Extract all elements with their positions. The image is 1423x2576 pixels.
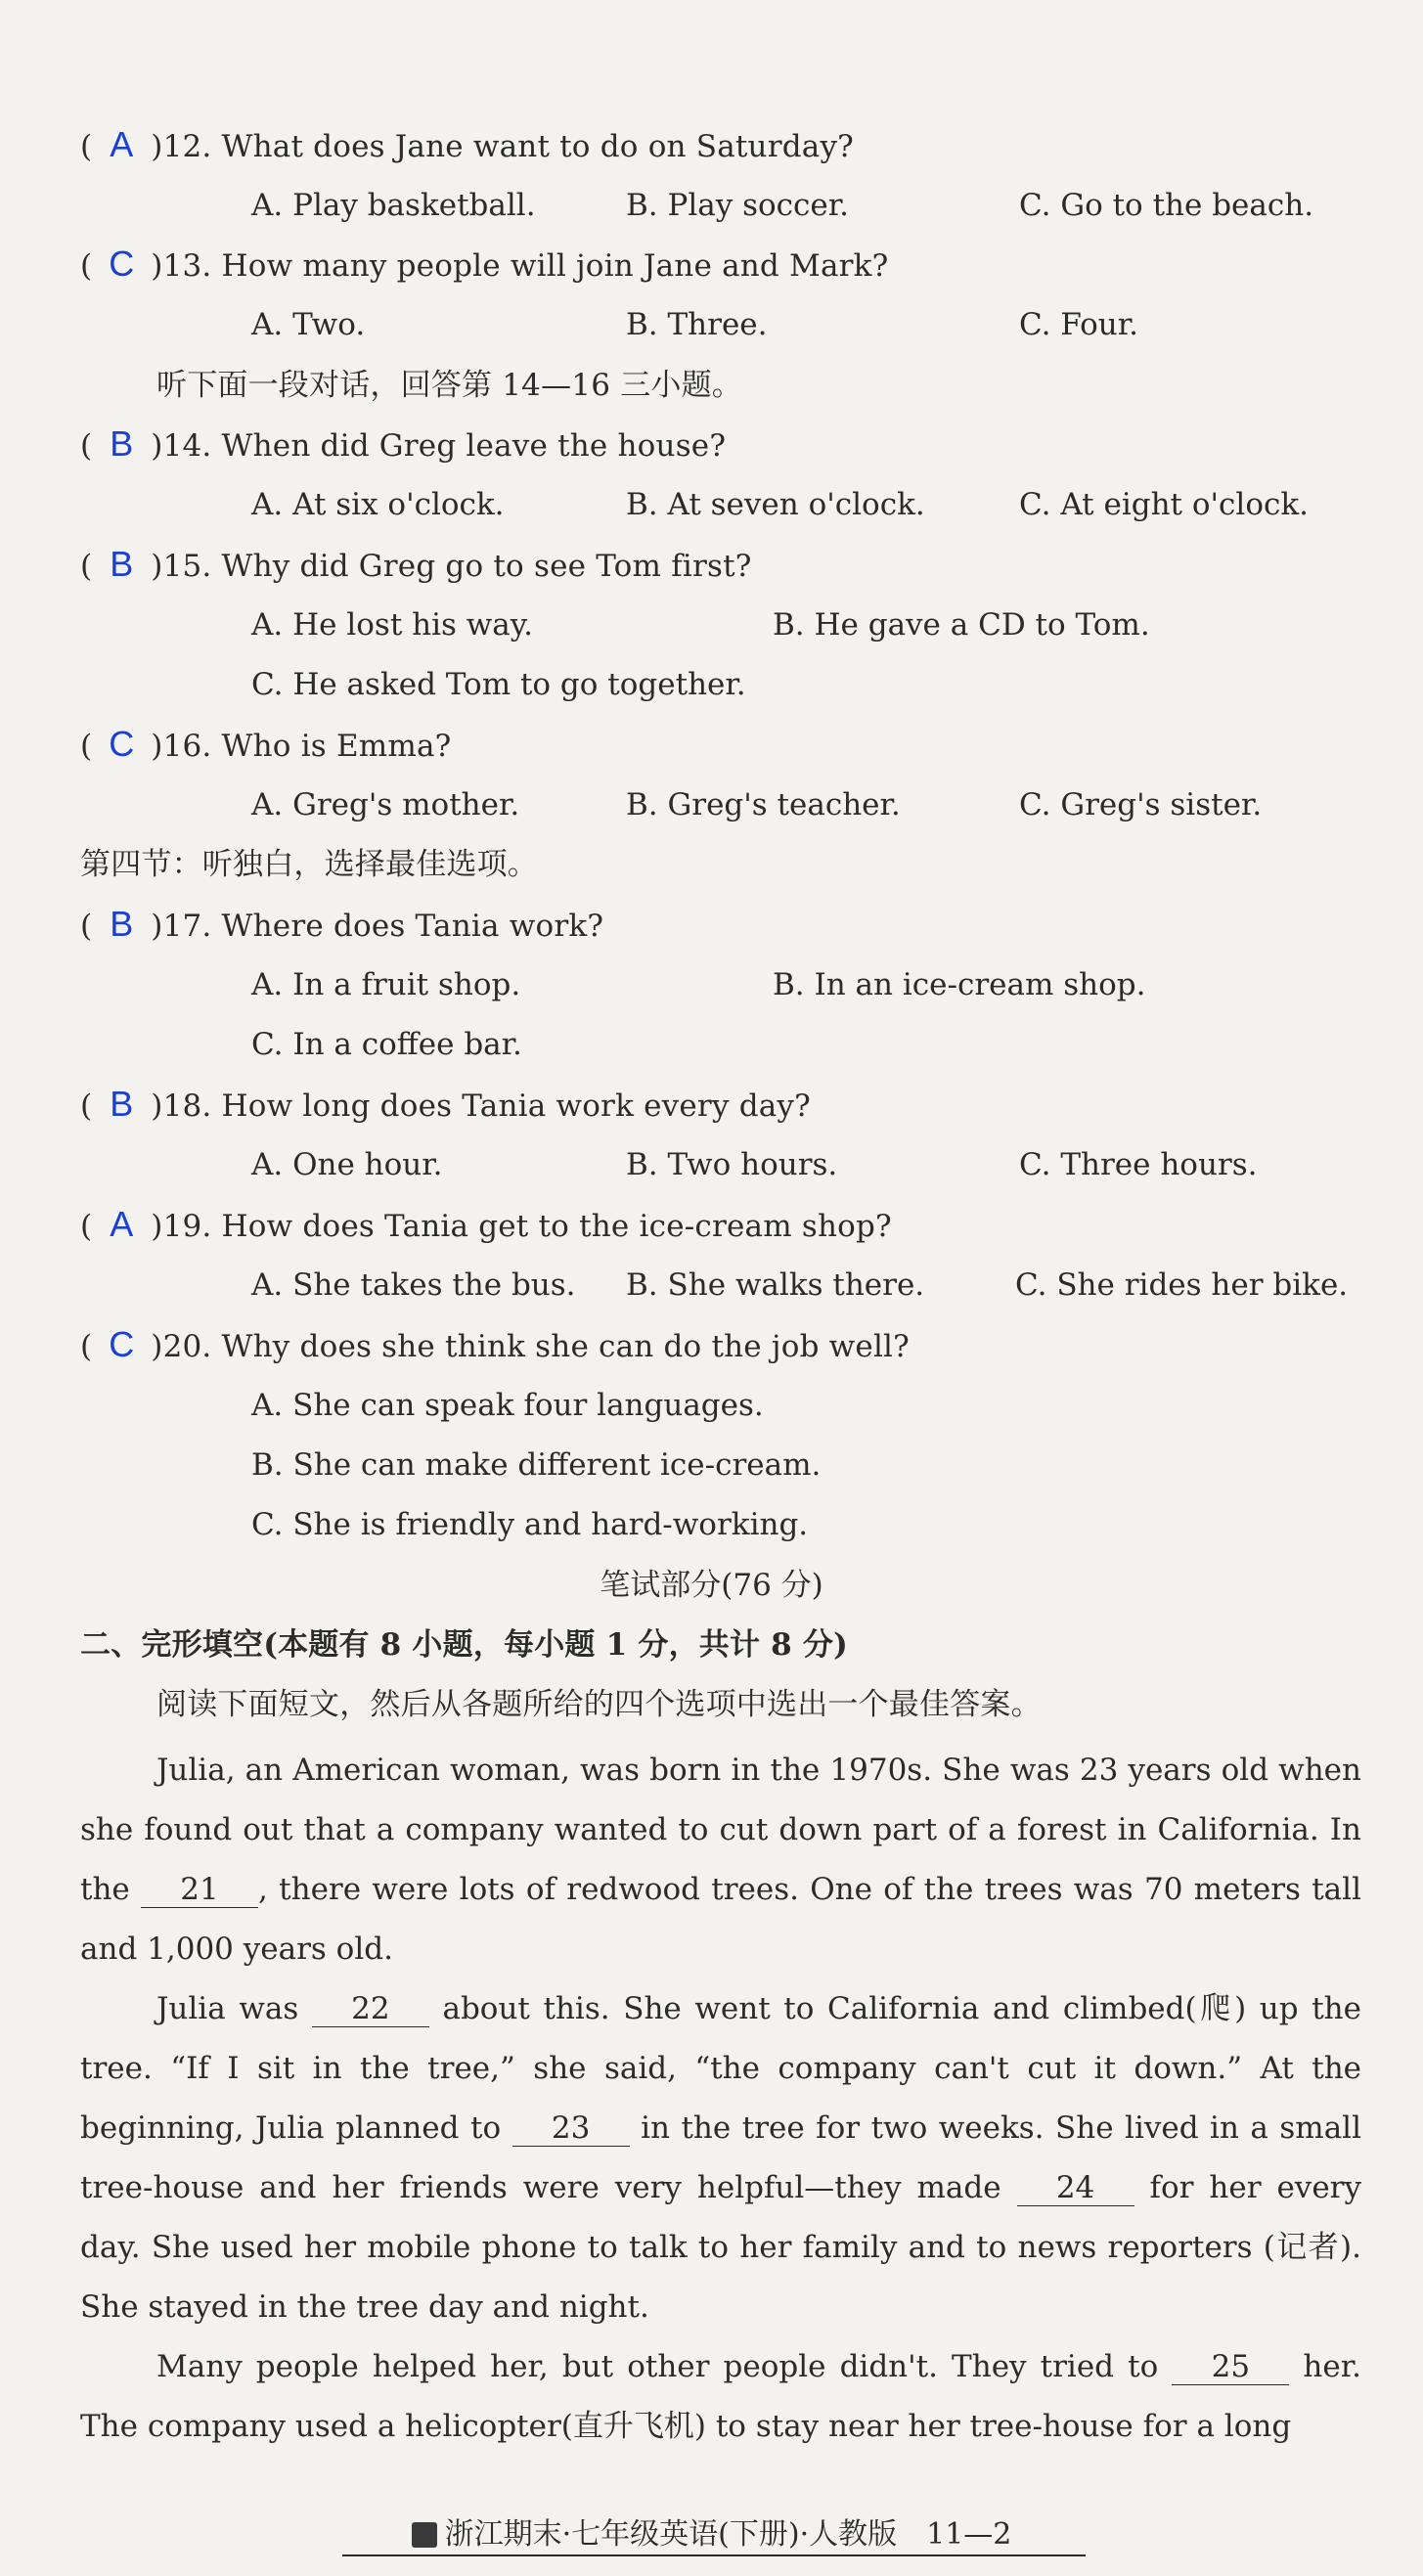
left-paren: (: [80, 248, 93, 284]
answer-16: C: [109, 724, 135, 764]
question-stem: )19. How does Tania get to the ice-cream shop?: [151, 1209, 892, 1244]
paragraph-text: her. The company used a helicopter(直升飞机) to stay near her tree-house for a long: [80, 2349, 1361, 2444]
blank-21: 21: [141, 1872, 258, 1908]
option-b: B. She walks there.: [626, 1267, 925, 1303]
footer-title: 浙江期末·七年级英语(下册)·人教版: [444, 2517, 898, 2552]
answer-20: C: [109, 1324, 135, 1364]
left-paren: (: [80, 909, 93, 944]
answer-13: C: [109, 244, 135, 284]
option-b: B. In an ice-cream shop.: [773, 967, 1146, 1002]
left-paren: (: [80, 1329, 93, 1364]
option-a: A. She takes the bus.: [251, 1267, 576, 1303]
option-a: A. At six o'clock.: [251, 487, 505, 522]
passage-paragraph-1: [80, 1741, 1361, 1979]
option-b: B. Three.: [626, 307, 768, 342]
question-16: [80, 725, 452, 766]
option-a: A. She can speak four languages.: [251, 1388, 764, 1423]
question-18: [80, 1085, 811, 1126]
left-paren: (: [80, 129, 93, 164]
option-b: B. She can make different ice-cream.: [251, 1447, 822, 1483]
option-c: C. Go to the beach.: [1019, 188, 1314, 223]
option-a: A. Greg's mother.: [251, 787, 520, 822]
passage-paragraph-2: [80, 1979, 1361, 2337]
paragraph-text: about this. She went to California and climbed(爬) up the tree. “If I sit in the tree,” she said, “the company can't cut it down.” At the beginning, Julia planned to: [80, 1991, 1361, 2146]
question-stem: )12. What does Jane want to do on Saturday?: [151, 129, 854, 164]
question-stem: )17. Where does Tania work?: [151, 909, 604, 944]
option-b: B. He gave a CD to Tom.: [773, 607, 1150, 643]
question-14: [80, 424, 726, 466]
option-c: C. He asked Tom to go together.: [251, 667, 746, 702]
question-stem: )13. How many people will join Jane and Mark?: [151, 248, 889, 284]
question-stem: )18. How long does Tania work every day?: [151, 1088, 811, 1124]
footer-rule: [342, 2554, 1086, 2556]
question-stem: )15. Why did Greg go to see Tom first?: [151, 549, 752, 584]
option-c: C. At eight o'clock.: [1019, 487, 1309, 522]
paragraph-text: Julia was: [156, 1991, 312, 2026]
answer-17: B: [110, 904, 134, 944]
option-b: B. Play soccer.: [626, 188, 850, 223]
left-paren: (: [80, 428, 93, 464]
answer-15: B: [110, 544, 134, 584]
left-paren: (: [80, 549, 93, 584]
paragraph-text: in the tree for two weeks. She lived in a small tree-house and her friends were very helpful—they made: [80, 2110, 1362, 2205]
option-b: B. Greg's teacher.: [626, 787, 901, 822]
paragraph-text: Many people helped her, but other people didn't. They tried to: [156, 2349, 1173, 2384]
option-c: C. Greg's sister.: [1019, 787, 1263, 822]
publisher-logo-icon: [412, 2522, 437, 2548]
blank-23: 23: [512, 2110, 630, 2147]
part-2-title: 二、完形填空(本题有 8 小题，每小题 1 分，共计 8 分): [80, 1627, 848, 1663]
option-a: A. Two.: [251, 307, 366, 342]
option-a: A. One hour.: [251, 1147, 443, 1182]
option-c: C. She rides her bike.: [1015, 1267, 1349, 1303]
paragraph-text: , there were lots of redwood trees. One of the trees was 70 meters tall and 1,000 years old.: [80, 1872, 1361, 1967]
left-paren: (: [80, 1088, 93, 1124]
paragraph-text: for her every day. She used her mobile phone to talk to her family and to news reporters (记者). She stayed in the tree day and night.: [80, 2170, 1361, 2325]
instruction-14-16: 听下面一段对话，回答第 14—16 三小题。: [156, 368, 742, 403]
paragraph-text: Julia, an American woman, was born in the 1970s. She was 23 years old when she found out that a company wanted to cut down part of a forest in California. In the: [80, 1753, 1361, 1907]
option-a: A. In a fruit shop.: [251, 967, 521, 1002]
question-12: [80, 125, 854, 166]
question-15: [80, 545, 752, 586]
question-stem: )16. Who is Emma?: [151, 729, 452, 764]
option-c: C. Four.: [1019, 307, 1139, 342]
question-19: [80, 1205, 892, 1246]
blank-22: 22: [312, 1991, 429, 2027]
answer-18: B: [110, 1084, 134, 1124]
option-c: C. In a coffee bar.: [251, 1027, 522, 1062]
answer-12: A: [110, 124, 134, 164]
left-paren: (: [80, 1209, 93, 1244]
left-paren: (: [80, 729, 93, 764]
section-4-heading: 第四节：听独白，选择最佳选项。: [80, 847, 538, 882]
written-part-title: 笔试部分(76 分): [600, 1568, 823, 1603]
blank-25: 25: [1172, 2349, 1289, 2385]
option-b: B. Two hours.: [626, 1147, 838, 1182]
answer-19: A: [110, 1204, 134, 1244]
option-a: A. Play basketball.: [251, 188, 536, 223]
page-footer: [0, 2515, 1423, 2554]
option-c: C. She is friendly and hard-working.: [251, 1507, 809, 1542]
option-c: C. Three hours.: [1019, 1147, 1258, 1182]
part-2-instruction: 阅读下面短文，然后从各题所给的四个选项中选出一个最佳答案。: [156, 1687, 1042, 1722]
question-20: [80, 1325, 910, 1366]
question-13: [80, 244, 888, 286]
question-stem: )20. Why does she think she can do the job well?: [151, 1329, 910, 1364]
blank-24: 24: [1017, 2170, 1134, 2206]
question-17: [80, 905, 603, 946]
option-b: B. At seven o'clock.: [626, 487, 925, 522]
question-stem: )14. When did Greg leave the house?: [151, 428, 727, 464]
option-a: A. He lost his way.: [251, 607, 534, 643]
answer-14: B: [110, 423, 134, 464]
passage-paragraph-3: [80, 2337, 1361, 2457]
page-number: 11—2: [926, 2517, 1012, 2552]
